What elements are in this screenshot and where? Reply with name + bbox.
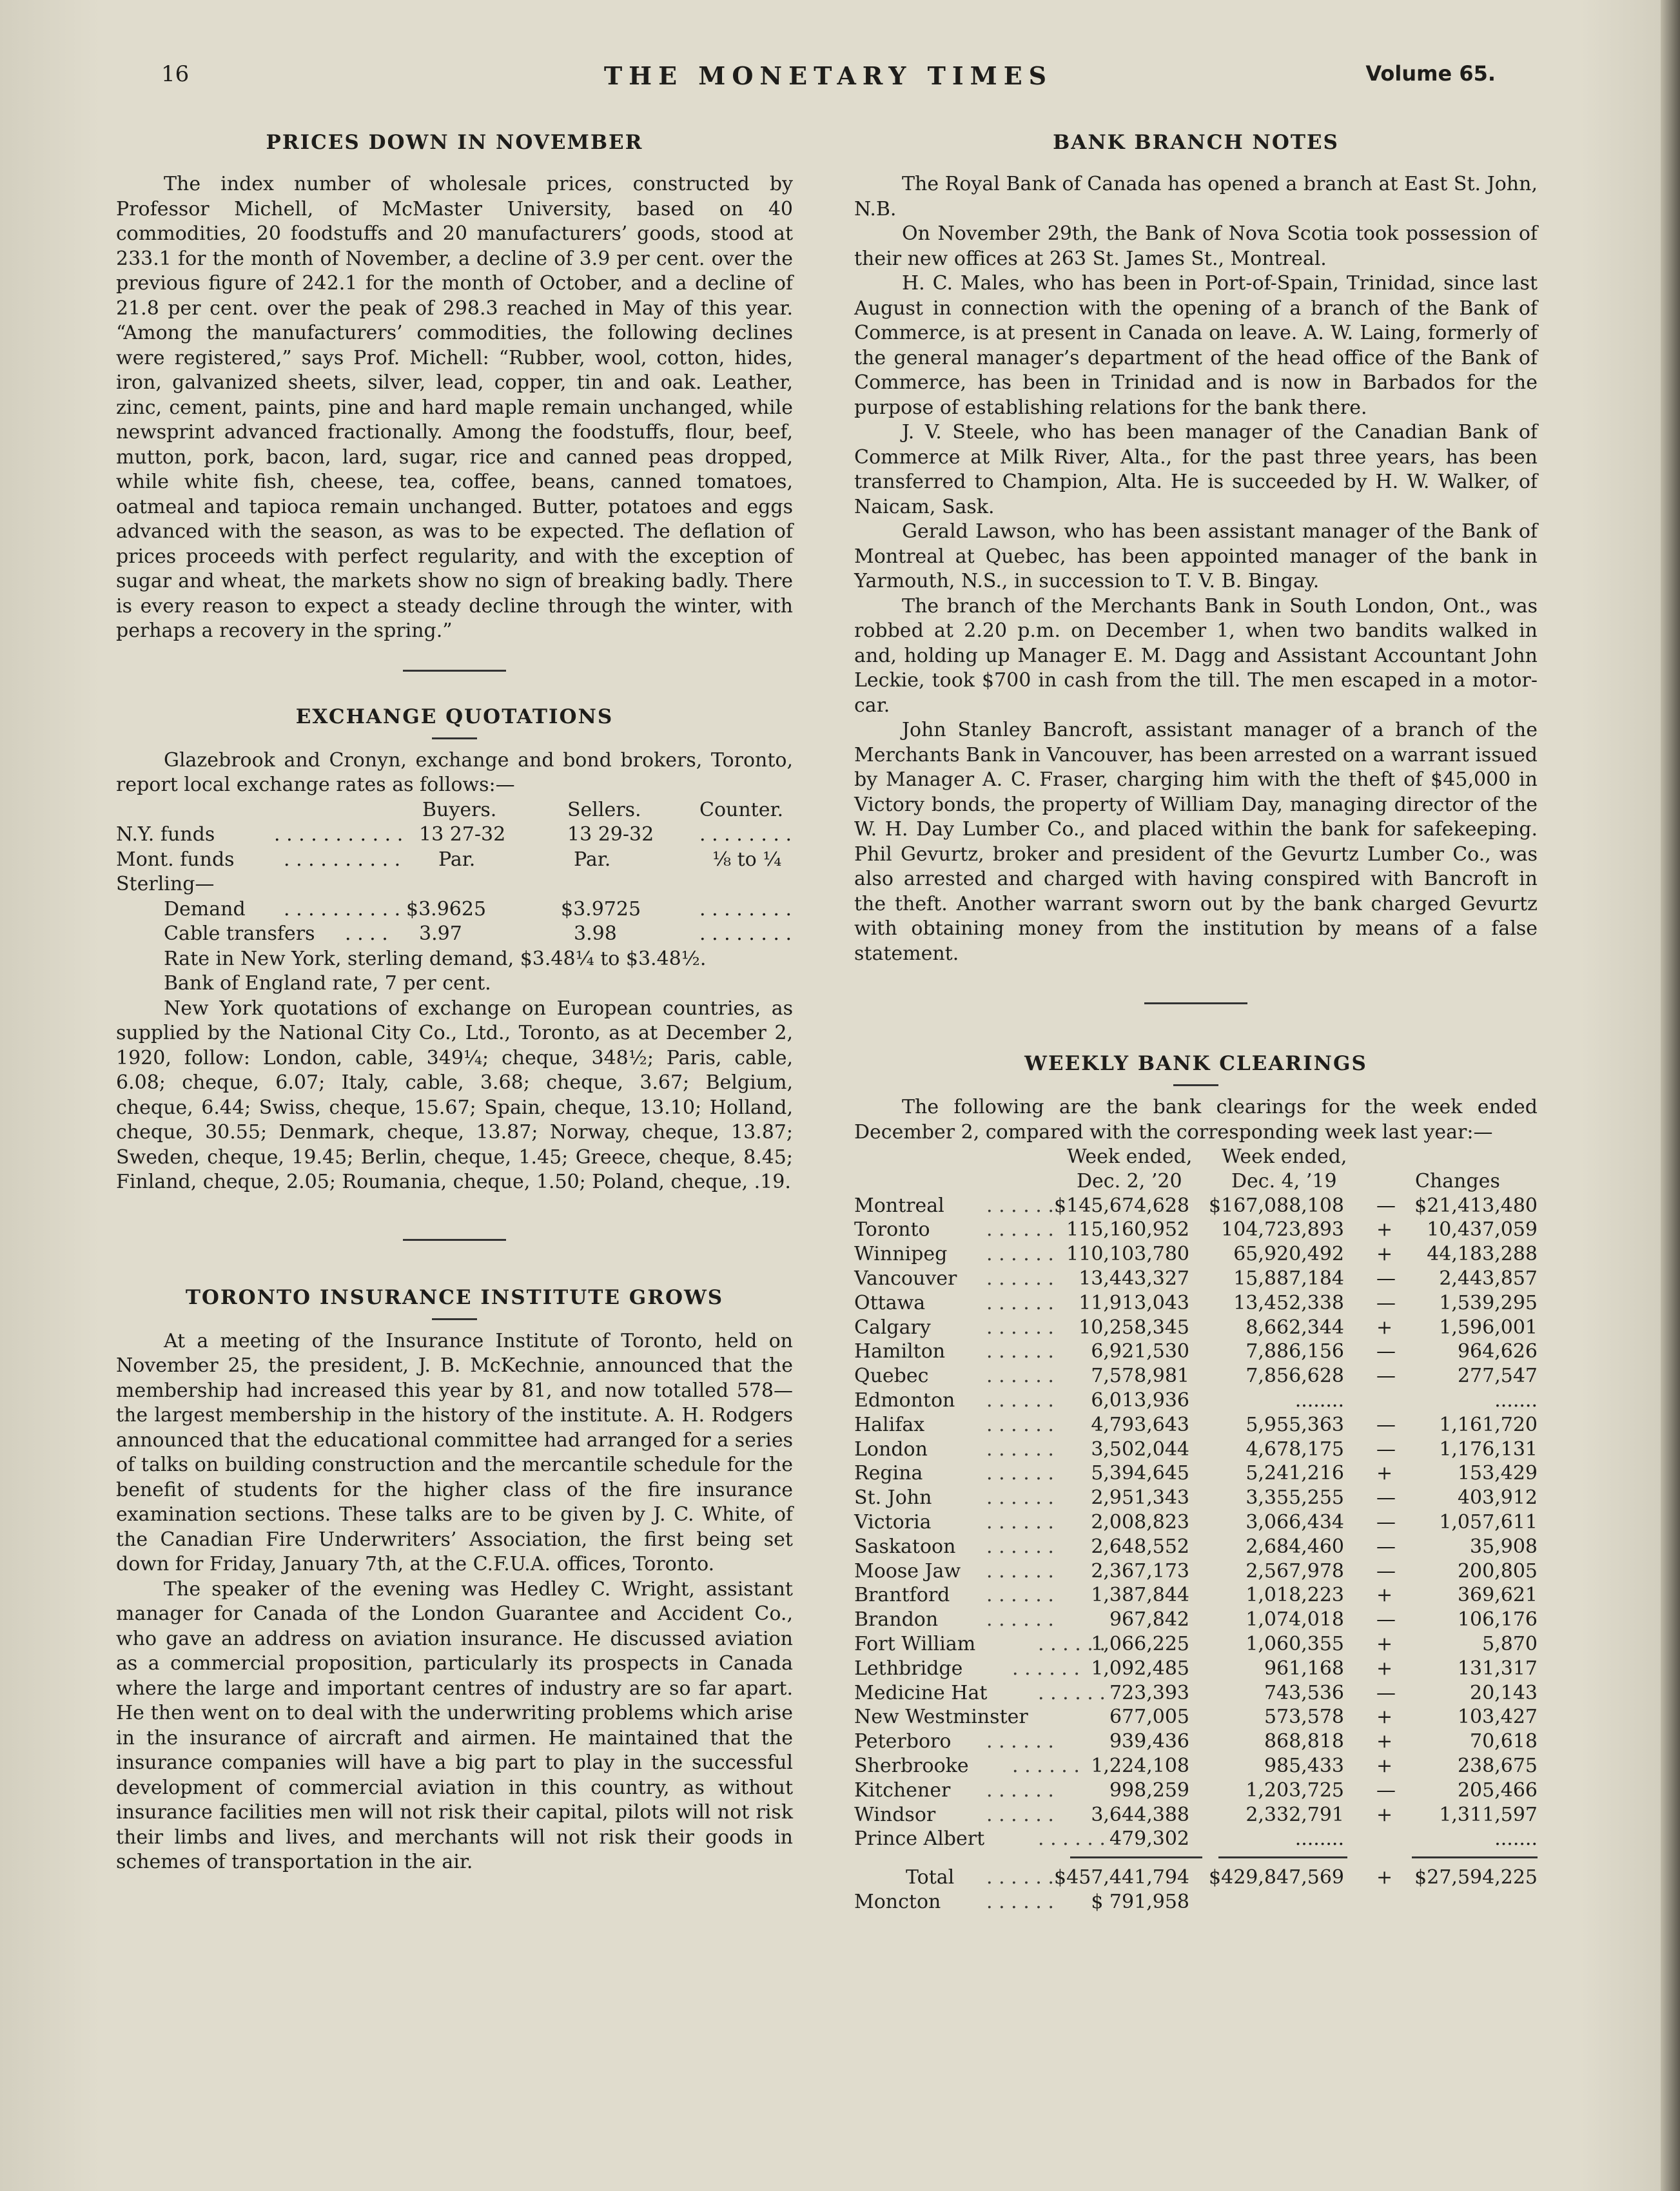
clearings-row: [854, 1632, 1538, 1657]
change-value: 1,596,001: [1439, 1316, 1538, 1339]
clearings-row: [854, 1291, 1538, 1316]
dot-leader: . . . . . . . .: [699, 823, 792, 846]
total-2020: $457,441,794: [1054, 1866, 1189, 1889]
change-sign: +: [1376, 1584, 1393, 1607]
change-sign: +: [1376, 1754, 1393, 1777]
change-sign: +: [1376, 1462, 1393, 1485]
change-value: 1,161,720: [1439, 1413, 1538, 1436]
dot-leader: . . . . . .: [1012, 1754, 1080, 1777]
col-header: Week ended,: [1222, 1145, 1347, 1168]
clearings-row: [854, 1388, 1538, 1413]
dot-leader: . . . . . .: [986, 1866, 1054, 1889]
value-2019: 3,355,255: [1245, 1486, 1344, 1510]
dot-leader: . . . . . .: [986, 1316, 1054, 1339]
city-name: Brandon: [854, 1608, 939, 1631]
clearings-row: [854, 1461, 1538, 1486]
value-2020: 3,644,388: [1091, 1803, 1189, 1826]
clearings-row: [854, 1827, 1538, 1851]
clearings-table: [854, 1145, 1538, 1914]
city-name: Edmonton: [854, 1388, 955, 1412]
dot-leader: . . . . . . . . . .: [284, 848, 401, 871]
total-label: Total: [906, 1866, 955, 1889]
value-2020: 110,103,780: [1066, 1243, 1189, 1266]
change-value: 1,539,295: [1439, 1291, 1538, 1314]
clearings-row: [854, 1316, 1538, 1340]
article-prices-down: [116, 126, 793, 644]
clearings-row: [854, 1681, 1538, 1706]
exchange-header-row: [116, 798, 793, 823]
article-insurance-institute: [116, 1281, 793, 1875]
article-paragraph: John Stanley Bancroft, assistant manager of a branch of the Merchants Bank in Vancouver, has been arrested on a warrant issued by Manager A. C. Fraser, charging him with the theft of $45,000 in Victory bonds, the property of William Day, managing director of the W. H. Day Lumber Co., and placed within the bank for safekeeping. Phil Gevurtz, broker and president of the Gevurtz Lumber Co., was also arrested and charged with having conspired with Bancroft in the theft. Another warrant sworn out by the bank charged Gevurtz with obtaining money from the institution by means of a false statement.: [854, 719, 1538, 965]
article-exchange-quotations: [116, 700, 793, 1195]
article-paragraph: At a meeting of the Insurance Institute of Toronto, held on November 25, the president, J. B. McKechnie, announced that the membership had increased this year by 81, and now totalled 578—the largest membership in the history of the institute. A. H. Rodgers announced that the educational committee had arranged for a series of talks on building construction and the mercantile schedule for the benefit of students for the higher class of the fire insurance examination sections. These talks are to be given by J. C. White, of the Canadian Fire Underwriters’ Association, the first being set down for Friday, January 7th, at the C.F.U.A. offices, Toronto.: [116, 1329, 793, 1575]
value-2020: 2,008,823: [1091, 1510, 1189, 1534]
exchange-row-ny: [116, 823, 793, 848]
clearings-moncton-row: [854, 1890, 1538, 1914]
clearings-sum-rules: [854, 1851, 1538, 1865]
value-2019: 2,332,791: [1245, 1803, 1344, 1826]
clearings-row: [854, 1754, 1538, 1778]
row-label: Cable transfers: [164, 922, 315, 945]
value-2019: 4,678,175: [1245, 1437, 1344, 1461]
change-sign: —: [1376, 1681, 1396, 1704]
article-paragraph: The branch of the Merchants Bank in South London, Ont., was robbed at 2.20 p.m. on December 1, when two bandits walked in and, holding up Manager E. M. Dagg and Assistant Accountant John Leckie, took $700 in cash from the till. The men escaped in a motor-car.: [854, 594, 1538, 717]
change-value: 200,805: [1457, 1559, 1538, 1582]
change-sign: —: [1376, 1413, 1396, 1436]
value-2019: ........: [1294, 1827, 1344, 1851]
value-2020: 13,443,327: [1079, 1267, 1189, 1290]
city-name: Regina: [854, 1462, 923, 1485]
city-name: Moncton: [854, 1890, 941, 1913]
change-value: 35,908: [1470, 1535, 1538, 1558]
value-2019: 3,066,434: [1245, 1510, 1344, 1534]
value-2020: 11,913,043: [1079, 1291, 1189, 1314]
dot-leader: . . . . . .: [986, 1778, 1054, 1802]
value-2020: 1,092,485: [1091, 1657, 1189, 1680]
change-sign: —: [1376, 1365, 1396, 1388]
article-paragraph: H. C. Males, who has been in Port-of-Spain, Trinidad, since last August in connection with the opening of a branch of the Bank of Commerce, is at present in Canada on leave. A. W. Laing, formerly of the general manager’s department of the head office of the Bank of Commerce, has been in Trinidad and is now in Barbados for the purpose of establishing relations for the bank there.: [854, 272, 1538, 419]
value-2020: 115,160,952: [1066, 1218, 1189, 1242]
value-2019: ........: [1294, 1388, 1344, 1412]
value-2020: 7,578,981: [1091, 1365, 1189, 1388]
heading-rule: [1173, 1084, 1218, 1086]
value-2020: 2,367,173: [1091, 1559, 1189, 1582]
value-2019: 1,203,725: [1245, 1778, 1344, 1802]
article-bank-branch-notes: [854, 126, 1538, 966]
city-name: Quebec: [854, 1365, 929, 1388]
city-name: Medicine Hat: [854, 1681, 988, 1704]
clearings-row: [854, 1535, 1538, 1559]
value-2019: 8,662,344: [1245, 1316, 1344, 1339]
change-sign: —: [1376, 1340, 1396, 1363]
change-value: .......: [1494, 1827, 1538, 1851]
city-name: Prince Albert: [854, 1827, 985, 1851]
clearings-body: [854, 1194, 1538, 1852]
change-sign: +: [1376, 1657, 1393, 1680]
dot-leader: . . . . . .: [1038, 1681, 1106, 1704]
change-sign: +: [1376, 1803, 1393, 1826]
dot-leader: . . . . . .: [986, 1194, 1054, 1217]
city-name: Moose Jaw: [854, 1559, 961, 1582]
value-2019: 2,567,978: [1245, 1559, 1344, 1582]
change-value: 5,870: [1482, 1632, 1538, 1655]
clearings-row: [854, 1559, 1538, 1584]
dot-leader: . . . . . .: [1038, 1827, 1106, 1851]
article-paragraph: Gerald Lawson, who has been assistant manager of the Bank of Montreal at Quebec, has been appointed manager of the bank in Yarmouth, N.S., in succession to T. V. B. Bingay.: [854, 520, 1538, 592]
article-heading: BANK BRANCH NOTES: [1053, 131, 1339, 154]
city-name: Toronto: [854, 1218, 930, 1242]
dot-leader: . . . . . . . . . . .: [274, 823, 404, 846]
clearings-row: [854, 1486, 1538, 1510]
exchange-row-demand: [116, 897, 793, 922]
article-paragraph: The Royal Bank of Canada has opened a branch at East St. John, N.B.: [854, 173, 1538, 220]
page-number: 16: [161, 61, 190, 87]
value-2020: 723,393: [1109, 1681, 1189, 1704]
change-sign: —: [1376, 1559, 1396, 1582]
dot-leader: . . . . . .: [986, 1486, 1054, 1510]
row-label: Mont. funds: [116, 848, 235, 871]
change-sign: +: [1376, 1706, 1393, 1729]
city-name: Kitchener: [854, 1778, 951, 1802]
col-header-counter: Counter.: [699, 798, 784, 821]
value-2019: 743,536: [1264, 1681, 1344, 1704]
dot-leader: . . . .: [345, 922, 388, 945]
change-value: 131,317: [1457, 1657, 1538, 1680]
change-value: 2,443,857: [1439, 1267, 1538, 1290]
city-name: Windsor: [854, 1803, 936, 1826]
dot-leader: . . . . . . . .: [699, 922, 792, 945]
exchange-row-mont: [116, 848, 793, 873]
article-heading: TORONTO INSURANCE INSTITUTE GROWS: [185, 1285, 724, 1309]
dot-leader: . . . . . .: [986, 1608, 1054, 1631]
cell-sellers: $3.9725: [561, 897, 641, 920]
col-header-buyers: Buyers.: [422, 798, 497, 821]
value-2020: 10,258,345: [1079, 1316, 1189, 1339]
value-2020: 2,648,552: [1091, 1535, 1189, 1558]
dot-leader: . . . . . .: [986, 1584, 1054, 1607]
city-name: Victoria: [854, 1510, 932, 1534]
value-2019: 573,578: [1264, 1706, 1344, 1729]
dot-leader: . . . . . .: [986, 1243, 1054, 1266]
value-2019: 1,018,223: [1245, 1584, 1344, 1607]
value-2020: 998,259: [1109, 1778, 1189, 1802]
change-value: 1,311,597: [1439, 1803, 1538, 1826]
change-sign: —: [1376, 1510, 1396, 1534]
page-header: [161, 61, 1496, 93]
value-2020: 4,793,643: [1091, 1413, 1189, 1436]
change-sign: +: [1376, 1316, 1393, 1339]
change-value: 403,912: [1457, 1486, 1538, 1510]
change-value: 369,621: [1457, 1584, 1538, 1607]
article-paragraph: The speaker of the evening was Hedley C. Wright, assistant manager for Canada of the London Guarantee and Accident Co., who gave an address on aviation insurance. He discussed aviation as a commercial proposition, particularly its prospects in Canada where the large and important centres of industry are so far apart. He then went on to deal with the underwriting problems which arise in the insurance of aircraft and airmen. He maintained that the insurance companies will have a big part to play in the successful development of commercial aviation in this country, as without insurance facilities men will not risk their capital, pilots will not risk their limbs and lives, and merchants will not risk their goods in schemes of transportation in the air.: [116, 1577, 793, 1873]
value-2020: 967,842: [1109, 1608, 1189, 1631]
clearings-row: [854, 1608, 1538, 1632]
article-heading: WEEKLY BANK CLEARINGS: [1024, 1052, 1367, 1075]
value-2020: 2,951,343: [1091, 1486, 1189, 1510]
city-name: London: [854, 1437, 928, 1461]
clearings-row: [854, 1657, 1538, 1681]
city-name: Montreal: [854, 1194, 944, 1217]
value-2019: 868,818: [1264, 1730, 1344, 1753]
city-name: St. John: [854, 1486, 932, 1510]
value-2020: 677,005: [1109, 1706, 1189, 1729]
exchange-row-cable: [116, 922, 793, 947]
section-divider: [403, 670, 506, 672]
value-2020: 479,302: [1109, 1827, 1189, 1851]
clearings-header-row-2: [854, 1169, 1538, 1194]
article-paragraph: Rate in New York, sterling demand, $3.48¼ to $3.48½.: [164, 947, 707, 970]
city-name: Brantford: [854, 1584, 950, 1607]
value-2020: 1,224,108: [1091, 1754, 1189, 1777]
change-value: 238,675: [1457, 1754, 1538, 1777]
clearings-row: [854, 1510, 1538, 1535]
cell-counter: ⅛ to ¼: [712, 848, 782, 871]
dot-leader: . . . . . .: [986, 1462, 1054, 1485]
value-2019: 5,955,363: [1245, 1413, 1344, 1436]
clearings-row: [854, 1339, 1538, 1364]
article-paragraph: New York quotations of exchange on European countries, as supplied by the National City Co., Ltd., Toronto, as at December 2, 1920, follow: London, cable, 349¼; cheque, 348½; Paris, cable, 6.08; cheque, 6.07; Italy, cable, 3.68; cheque, 3.67; Belgium, cheque, 6.44; Swiss, cheque, 15.67; Spain, cheque, 13.10; Holland, cheque, 30.55; Denmark, cheque, 13.87; Norway, cheque, 13.87; Sweden, cheque, 19.45; Berlin, cheque, 1.45; Greece, cheque, 8.45; Finland, cheque, 2.05; Roumania, cheque, 1.50; Poland, cheque, .19.: [116, 997, 793, 1193]
city-name: Fort William: [854, 1632, 976, 1655]
change-value: 205,466: [1457, 1778, 1538, 1802]
change-value: 70,618: [1470, 1730, 1538, 1753]
city-name: Halifax: [854, 1413, 925, 1436]
total-2019: $429,847,569: [1209, 1866, 1344, 1889]
value-2020: 5,394,645: [1091, 1462, 1189, 1485]
change-value: 1,176,131: [1439, 1437, 1538, 1461]
article-paragraph: Glazebrook and Cronyn, exchange and bond brokers, Toronto, report local exchange rates as follows:—: [116, 748, 793, 796]
right-column: [854, 126, 1538, 1914]
cell-buyers: 3.97: [419, 922, 462, 945]
value-2019: 7,886,156: [1245, 1340, 1344, 1363]
clearings-row: [854, 1778, 1538, 1803]
article-paragraph: The index number of wholesale prices, constructed by Professor Michell, of McMaster University, based on 40 commodities, 20 foodstuffs and 20 manufacturers’ goods, stood at 233.1 for the month of November, a decline of 3.9 per cent. over the previous figure of 242.1 for the month of October, and a decline of 21.8 per cent. over the peak of 298.3 reached in May of this year. “Among the manufacturers’ commodities, the following declines were registered,” says Prof. Michell: “Rubber, wool, cotton, hides, iron, galvanized sheets, silver, lead, copper, tin and oak. Leather, zinc, cement, paints, pine and hard maple remain unchanged, while newsprint advanced fractionally. Among the foodstuffs, flour, beef, mutton, pork, bacon, lard, sugar, rice and canned peas dropped, while white fish, cheese, tea, coffee, beans, canned tomatoes, oatmeal and tapioca remain unchanged. Butter, potatoes and eggs advanced with the season, as was to be expected. The deflation of prices proceeds with perfect regularity, and with the exception of sugar and wheat, the markets show no sign of breaking badly. There is every reason to expect a steady decline through the winter, with perhaps a recovery in the spring.”: [116, 173, 793, 642]
value-2019: 2,684,460: [1245, 1535, 1344, 1558]
value-2020: 939,436: [1109, 1730, 1189, 1753]
change-value: 103,427: [1457, 1706, 1538, 1729]
col-header: Dec. 4, ’19: [1231, 1169, 1337, 1193]
left-column: [116, 126, 793, 1875]
change-sign: +: [1376, 1218, 1393, 1242]
clearings-row: [854, 1218, 1538, 1242]
dot-leader: . . . . . .: [986, 1510, 1054, 1534]
change-sign: —: [1376, 1437, 1396, 1461]
dot-leader: . . . . . .: [986, 1890, 1054, 1913]
total-change: $27,594,225: [1414, 1866, 1538, 1889]
city-name: Saskatoon: [854, 1535, 956, 1558]
change-sign: +: [1376, 1730, 1393, 1753]
article-paragraph: J. V. Steele, who has been manager of the Canadian Bank of Commerce at Milk River, Alta., for the past three years, has been transferred to Champion, Alta. He is succeeded by H. W. Walker, of Naicam, Sask.: [854, 421, 1538, 518]
city-name: Lethbridge: [854, 1657, 963, 1680]
city-name: Vancouver: [854, 1267, 957, 1290]
value-2019: 5,241,216: [1245, 1462, 1344, 1485]
change-sign: —: [1376, 1778, 1396, 1802]
publication-title: THE MONETARY TIMES: [603, 61, 1053, 90]
dot-leader: . . . . . .: [1038, 1632, 1106, 1655]
dot-leader: . . . . . .: [986, 1535, 1054, 1558]
value-2019: 7,856,628: [1245, 1365, 1344, 1388]
sum-rule: [1070, 1856, 1202, 1858]
dot-leader: . . . . . .: [986, 1365, 1054, 1388]
dot-leader: . . . . . .: [986, 1803, 1054, 1826]
dot-leader: . . . . . .: [986, 1218, 1054, 1242]
dot-leader: . . . . . .: [1012, 1657, 1080, 1680]
city-name: Ottawa: [854, 1291, 926, 1314]
row-label: Sterling—: [116, 873, 215, 895]
city-name: Calgary: [854, 1316, 931, 1339]
value-2019: 961,168: [1264, 1657, 1344, 1680]
article-paragraph: Bank of England rate, 7 per cent.: [164, 972, 491, 995]
value-2020: 1,066,225: [1091, 1632, 1189, 1655]
dot-leader: . . . . . .: [986, 1340, 1054, 1363]
city-name: Peterboro: [854, 1730, 952, 1753]
clearings-row: [854, 1267, 1538, 1291]
dot-leader: . . . . . . . . . .: [284, 897, 401, 920]
change-value: 153,429: [1457, 1462, 1538, 1485]
value-2020: 3,502,044: [1091, 1437, 1189, 1461]
change-value: 10,437,059: [1427, 1218, 1538, 1242]
change-value: $21,413,480: [1414, 1194, 1538, 1217]
cell-sellers: Par.: [574, 848, 611, 871]
article-paragraph: The following are the bank clearings for the week ended December 2, compared with the corresponding week last year:—: [854, 1096, 1538, 1144]
cell-buyers: $3.9625: [406, 897, 487, 920]
section-divider: [403, 1239, 506, 1241]
value-2019: 1,060,355: [1245, 1632, 1344, 1655]
change-sign: +: [1376, 1632, 1393, 1655]
clearings-row: [854, 1729, 1538, 1754]
clearings-row: [854, 1364, 1538, 1388]
heading-rule: [432, 737, 477, 739]
clearings-row: [854, 1437, 1538, 1462]
change-value: 44,183,288: [1427, 1243, 1538, 1266]
value-2020: 6,921,530: [1091, 1340, 1189, 1363]
clearings-row: [854, 1413, 1538, 1437]
value-2019: $167,088,108: [1209, 1194, 1344, 1217]
value-2019: 15,887,184: [1233, 1267, 1344, 1290]
change-sign: —: [1376, 1535, 1396, 1558]
cell-buyers: Par.: [438, 848, 476, 871]
clearings-row: [854, 1803, 1538, 1827]
clearings-total-row: [854, 1865, 1538, 1890]
dot-leader: . . . . . .: [986, 1730, 1054, 1753]
dot-leader: . . . . . .: [986, 1413, 1054, 1436]
clearings-row: [854, 1705, 1538, 1729]
value-2019: 985,433: [1264, 1754, 1344, 1777]
page-binding-edge: [1661, 0, 1680, 2191]
row-label: N.Y. funds: [116, 823, 215, 846]
value-2020: $145,674,628: [1054, 1194, 1189, 1217]
change-value: 277,547: [1457, 1365, 1538, 1388]
exchange-row-sterling: [116, 872, 793, 897]
row-label: Demand: [164, 897, 246, 920]
change-sign: —: [1376, 1194, 1396, 1217]
clearings-row: [854, 1242, 1538, 1267]
clearings-row: [854, 1194, 1538, 1218]
col-header: Week ended,: [1067, 1145, 1193, 1168]
change-value: 1,057,611: [1439, 1510, 1538, 1534]
article-heading: EXCHANGE QUOTATIONS: [295, 705, 614, 728]
value-2020: $ 791,958: [1091, 1890, 1189, 1913]
col-header: Dec. 2, ’20: [1077, 1169, 1182, 1193]
article-heading: PRICES DOWN IN NOVEMBER: [266, 131, 643, 154]
section-divider: [1144, 1002, 1247, 1004]
change-sign: —: [1376, 1291, 1396, 1314]
value-2020: 6,013,936: [1091, 1388, 1189, 1412]
cell-buyers: 13 27-32: [419, 823, 506, 846]
dot-leader: . . . . . .: [986, 1291, 1054, 1314]
change-value: 964,626: [1457, 1340, 1538, 1363]
change-sign: +: [1376, 1243, 1393, 1266]
change-sign: —: [1376, 1608, 1396, 1631]
dot-leader: . . . . . .: [986, 1437, 1054, 1461]
total-sign: +: [1376, 1866, 1393, 1889]
exchange-table: [116, 798, 793, 947]
change-value: 106,176: [1457, 1608, 1538, 1631]
city-name: Sherbrooke: [854, 1754, 969, 1777]
value-2019: 1,074,018: [1245, 1608, 1344, 1631]
city-name: Hamilton: [854, 1340, 946, 1363]
article-paragraph: On November 29th, the Bank of Nova Scotia took possession of their new offices at 263 St. James St., Montreal.: [854, 222, 1538, 270]
heading-rule: [432, 1318, 477, 1320]
clearings-row: [854, 1583, 1538, 1608]
change-value: 20,143: [1470, 1681, 1538, 1704]
change-sign: —: [1376, 1267, 1396, 1290]
col-header: Changes: [1415, 1169, 1500, 1193]
article-weekly-clearings: [854, 1047, 1538, 1914]
value-2019: 65,920,492: [1233, 1243, 1344, 1266]
value-2019: 104,723,893: [1221, 1218, 1344, 1242]
dot-leader: . . . . . . . .: [699, 897, 792, 920]
dot-leader: . . . . . .: [986, 1267, 1054, 1290]
col-header-sellers: Sellers.: [567, 798, 641, 821]
change-value: .......: [1494, 1388, 1538, 1412]
cell-sellers: 3.98: [574, 922, 617, 945]
dot-leader: . . . . . .: [986, 1559, 1054, 1582]
sum-rule: [1218, 1856, 1347, 1858]
cell-sellers: 13 29-32: [567, 823, 654, 846]
city-name: New Westminster: [854, 1706, 1028, 1729]
change-sign: —: [1376, 1486, 1396, 1510]
sum-rule: [1412, 1856, 1538, 1858]
clearings-header-row-1: [854, 1145, 1538, 1169]
value-2019: 13,452,338: [1233, 1291, 1344, 1314]
value-2020: 1,387,844: [1091, 1584, 1189, 1607]
dot-leader: . . . . . .: [986, 1388, 1054, 1412]
volume-label: Volume 65.: [1365, 61, 1496, 86]
city-name: Winnipeg: [854, 1243, 948, 1266]
